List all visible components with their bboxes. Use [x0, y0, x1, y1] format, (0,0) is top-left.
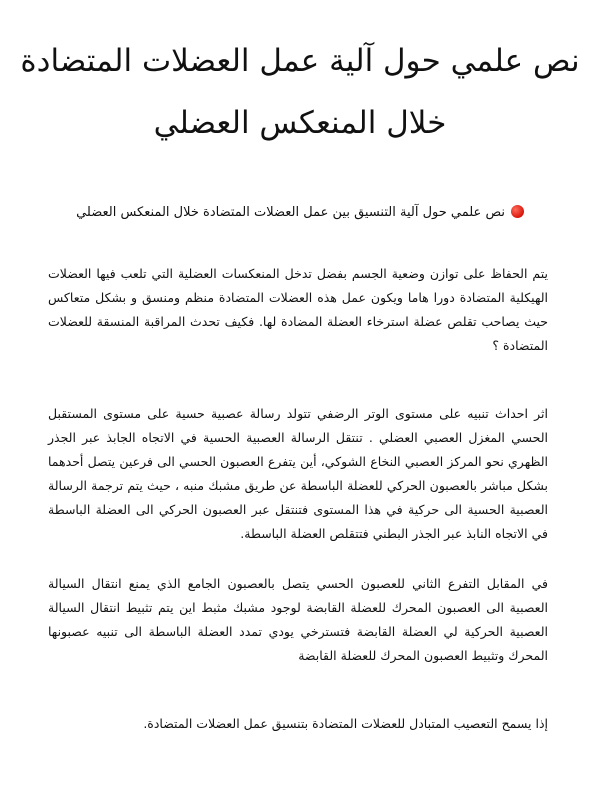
paragraph-intro: يتم الحفاظ على توازن وضعية الجسم بفضل تدخل المنعكسات العضلية التي تلعب فيها العضلات الهيكلية المتضادة دورا هاما ويكون عمل هذه العضلات المتضادة منظم ومنسق و بشكل متعاكس حيث يصاحب تقلص عضلة استرخاء العضلة المضادة لها. فكيف تحدث المراقبة المنسقة للعضلات المتضادة ؟: [48, 266, 548, 353]
paragraph-inhibition: في المقابل التفرع الثاني للعصبون الحسي يتصل بالعصبون الجامع الذي يمنع انتقال السيالة العصبية الى العصبون المحرك للعضلة القابضة لوجود مشبك مثبط اين يتم تثبيط انتقال السيالة العصبية الحركية لي العضلة القابضة فتسترخي يودي تمدد العضلة الباسطة الى تنبيه عصبونها المحرك وتثبيط العصبون المحرك للعضلة القابضة: [48, 576, 548, 663]
red-circle-icon: [511, 205, 524, 218]
page-title: نص علمي حول آلية عمل العضلات المتضادة خلال المنعكس العضلي: [20, 43, 580, 141]
document-subtitle: [64, 200, 524, 226]
paragraph-conclusion: إذا يسمح التعصيب المتبادل للعضلات المتضادة بتنسيق عمل العضلات المتضادة.: [143, 716, 548, 731]
paragraph-sensory-pathway: اثر احداث تنبيه على مستوى الوتر الرضفي تتولد رسالة عصبية حسية على مستوى المستقبل الحسي المغزل العصبي العضلي . تنتقل الرسالة العصبية الحسية في الاتجاه الجابذ عبر الجذر الظهري نحو المركز العصبي النخاع الشوكي، أين يتفرع العصبون الحسي الى فرعين يتصل أحدهما بشكل مباشر بالعصبون الحركي للعضلة الباسطة عن طريق مشبك منبه ، حيث يتم ترجمة الرسالة العصبية الحسية الى حركية في هذا المستوى فتنتقل عبر العصبون الحركي الى العضلة الباسطة في الاتجاه النابذ عبر الجذر البطني فتتقلص العضلة الباسطة.: [48, 406, 548, 541]
subtitle-text: نص علمي حول آلية التنسيق بين عمل العضلات المتضادة خلال المنعكس العضلي: [76, 205, 505, 220]
